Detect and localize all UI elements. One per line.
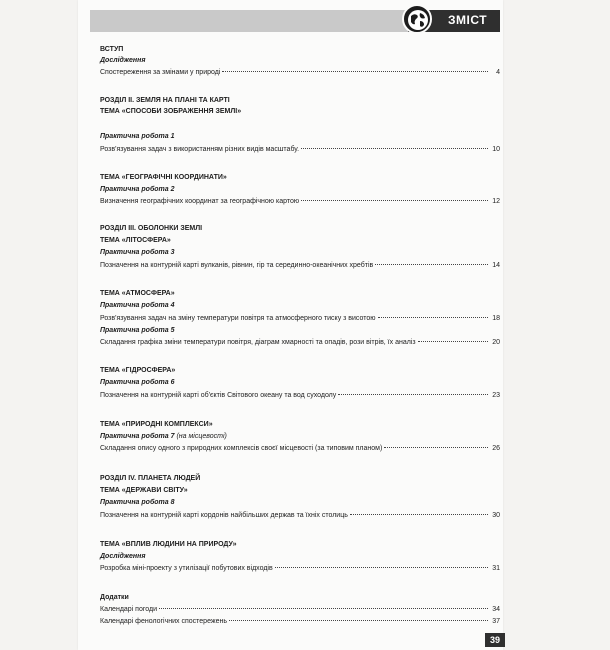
leader-dots (301, 200, 488, 201)
toc-entry-page: 34 (492, 606, 500, 613)
toc-entry-text: Складання графіка зміни температури повітря, діаграм хмарності та опадів, рози вітрів, їх аналіз (100, 339, 416, 346)
toc-entry[interactable] (100, 314, 500, 324)
toc-heading-intro: ВСТУП (100, 46, 124, 53)
toc-practical-4: Практична робота 4 (100, 302, 175, 309)
leader-dots (159, 608, 488, 609)
leader-dots (418, 341, 488, 342)
toc-entry[interactable] (100, 68, 500, 78)
toc-entry-text: Спостереження за змінами у природі (100, 69, 221, 76)
toc-entry[interactable] (100, 511, 500, 521)
toc-practical-6: Практична робота 6 (100, 379, 175, 386)
toc-section-3: РОЗДІЛ ІІІ. ОБОЛОНКИ ЗЕМЛІ (100, 225, 203, 232)
toc-entry-text: Визначення географічних координат за географічною картою (100, 198, 300, 205)
leader-dots (301, 148, 488, 149)
toc-entry[interactable] (100, 197, 500, 207)
toc-entry-page: 23 (492, 392, 500, 399)
toc-topic-states: ТЕМА «ДЕРЖАВИ СВІТУ» (100, 487, 188, 494)
toc-topic-hydrosphere: ТЕМА «ГІДРОСФЕРА» (100, 367, 176, 374)
toc-entry-text: Позначення на контурній карті кордонів найбільших держав та їхніх столиць (100, 512, 348, 519)
toc-entry[interactable] (100, 605, 500, 615)
toc-entry-page: 31 (492, 565, 500, 572)
toc-practical-7-note: (на місцевості) (176, 433, 227, 440)
toc-entry-text: Позначення на контурній карті об'єктів Світового океану та вод суходолу (100, 392, 337, 399)
toc-topic-coordinates: ТЕМА «ГЕОГРАФІЧНІ КООРДИНАТИ» (100, 174, 227, 181)
header-bar (90, 10, 500, 32)
leader-dots (375, 264, 488, 265)
leader-dots (378, 317, 488, 318)
toc-topic-lithosphere: ТЕМА «ЛІТОСФЕРА» (100, 237, 171, 244)
toc-entry-text: Розв'язування задач з використанням різних видів масштабу. (100, 146, 300, 153)
toc-topic-human-impact: ТЕМА «ВПЛИВ ЛЮДИНИ НА ПРИРОДУ» (100, 541, 237, 548)
toc-practical-5: Практична робота 5 (100, 327, 175, 334)
leader-dots (384, 447, 488, 448)
toc-entry-page: 10 (492, 146, 500, 153)
toc-entry-text: Календарі фенологічних спостережень (100, 618, 227, 625)
toc-entry-page: 14 (492, 262, 500, 269)
toc-practical-2: Практична робота 2 (100, 186, 175, 193)
toc-section-4: РОЗДІЛ IV. ПЛАНЕТА ЛЮДЕЙ (100, 475, 201, 482)
toc-topic-atmosphere: ТЕМА «АТМОСФЕРА» (100, 290, 175, 297)
toc-practical-8: Практична робота 8 (100, 499, 175, 506)
toc-practical-1: Практична робота 1 (100, 133, 175, 140)
toc-heading-appendix: Додатки (100, 594, 129, 601)
toc-entry-text: Календарі погоди (100, 606, 158, 613)
toc-entry-text: Розробка міні-проекту з утилізації побутових відходів (100, 565, 273, 572)
toc-entry-text: Позначення на контурній карті вулканів, рівнин, гір та серединно-океанічних хребтів (100, 262, 374, 269)
toc-practical-7: Практична робота 7 (100, 433, 175, 440)
leader-dots (275, 567, 488, 568)
globe-icon (402, 4, 432, 34)
page-number: 39 (485, 633, 505, 647)
toc-entry[interactable] (100, 261, 500, 271)
header-title: ЗМІСТ (448, 13, 488, 27)
toc-entry[interactable] (100, 444, 500, 454)
toc-topic-natural-complexes: ТЕМА «ПРИРОДНІ КОМПЛЕКСИ» (100, 421, 213, 428)
toc-subheading-research: Дослідження (100, 57, 146, 64)
toc-entry-text: Розв'язування задач на зміну температури повітря та атмосферного тиску з висотою (100, 315, 376, 322)
leader-dots (229, 620, 488, 621)
toc-practical-7-line (100, 432, 500, 442)
toc-entry[interactable] (100, 617, 500, 627)
toc-entry-page: 4 (496, 69, 500, 76)
toc-entry[interactable] (100, 391, 500, 401)
toc-entry-page: 18 (492, 315, 500, 322)
leader-dots (350, 514, 488, 515)
leader-dots (222, 71, 488, 72)
toc-topic-scale: ТЕМА «СПОСОБИ ЗОБРАЖЕННЯ ЗЕМЛІ» (100, 108, 242, 115)
toc-entry-page: 12 (492, 198, 500, 205)
toc-practical-3: Практична робота 3 (100, 249, 175, 256)
toc-entry-page: 37 (492, 618, 500, 625)
toc-entry-page: 30 (492, 512, 500, 519)
toc-entry-page: 20 (492, 339, 500, 346)
toc-subheading-research-2: Дослідження (100, 553, 146, 560)
toc-section-2: РОЗДІЛ ІІ. ЗЕМЛЯ НА ПЛАНІ ТА КАРТІ (100, 97, 230, 104)
toc-entry[interactable] (100, 145, 500, 155)
toc-entry[interactable] (100, 564, 500, 574)
toc-entry-page: 26 (492, 445, 500, 452)
leader-dots (338, 394, 488, 395)
toc-entry[interactable] (100, 338, 500, 348)
toc-entry-text: Складання опису одного з природних комплексів своєї місцевості (за типовим планом) (100, 445, 383, 452)
